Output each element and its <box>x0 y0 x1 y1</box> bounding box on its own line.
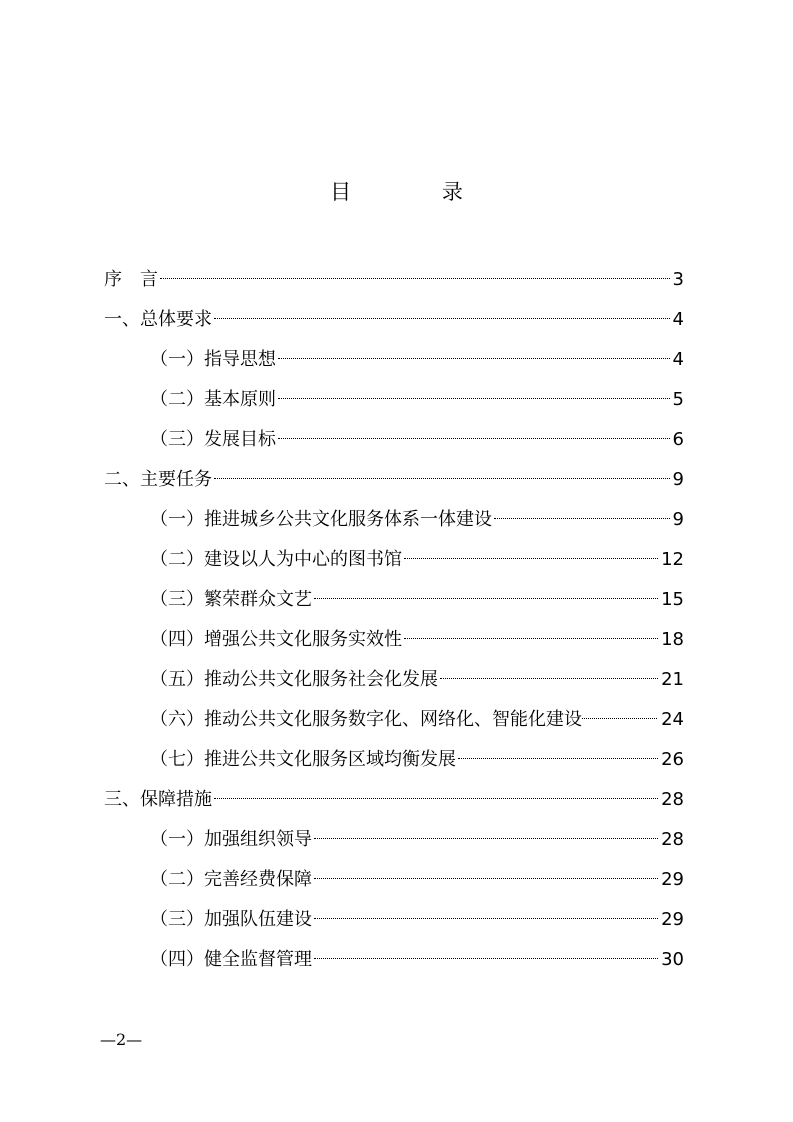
toc-entry-page: 29 <box>661 869 684 890</box>
dot-leader <box>314 939 658 965</box>
dot-leader <box>278 379 670 405</box>
toc-entry-page: 9 <box>672 469 684 490</box>
toc-entry-section-2-2[interactable] <box>150 539 684 570</box>
toc-entry-label: （一）指导思想 <box>150 349 276 370</box>
toc-entry-label: （二）建设以人为中心的图书馆 <box>150 549 402 570</box>
dot-leader <box>404 539 658 565</box>
toc-entry-page: 28 <box>661 789 684 810</box>
toc-entry-section-3-2[interactable] <box>150 859 684 890</box>
toc-entry-page: 29 <box>661 909 684 930</box>
toc-entry-label: （一）推进城乡公共文化服务体系一体建设 <box>150 509 492 530</box>
page-title: 目 录 <box>330 180 505 204</box>
dot-leader <box>314 819 658 845</box>
dot-leader <box>214 459 670 485</box>
toc-entry-page: 6 <box>672 429 684 450</box>
dot-leader <box>314 579 658 605</box>
toc-entry-page: 12 <box>661 549 684 570</box>
toc-entry-label: （五）推动公共文化服务社会化发展 <box>150 669 438 690</box>
toc-entry-page: 21 <box>661 669 684 690</box>
dot-leader <box>278 339 670 365</box>
toc-entry-section-2-5[interactable] <box>150 659 684 690</box>
toc-entry-label: 一、总体要求 <box>104 309 212 330</box>
toc-entry-page: 24 <box>661 709 684 730</box>
dot-leader <box>440 659 658 685</box>
dot-leader <box>404 619 658 645</box>
toc-entry-page: 5 <box>672 389 684 410</box>
toc-entry-page: 26 <box>661 749 684 770</box>
toc-entry-label: （三）发展目标 <box>150 429 276 450</box>
toc-entry-label: （三）加强队伍建设 <box>150 909 312 930</box>
toc-entry-label: （六）推动公共文化服务数字化、网络化、智能化建设 <box>150 709 582 730</box>
toc-entry-section-2-4[interactable] <box>150 619 684 650</box>
dot-leader <box>214 779 658 805</box>
toc-entry-label: （七）推进公共文化服务区域均衡发展 <box>150 749 456 770</box>
toc-entry-label: （三）繁荣群众文艺 <box>150 589 312 610</box>
dot-leader <box>214 299 670 325</box>
toc-entry-label: （四）增强公共文化服务实效性 <box>150 629 402 650</box>
toc-entry-section-3-1[interactable] <box>150 819 684 850</box>
dot-leader <box>494 499 670 525</box>
toc-entry-section-3-3[interactable] <box>150 899 684 930</box>
toc-entry-page: 3 <box>672 269 684 290</box>
dot-leader <box>314 899 658 925</box>
toc-entry-label: 序 言 <box>104 269 158 290</box>
toc-entry-label: 二、主要任务 <box>104 469 212 490</box>
dot-leader <box>278 419 670 445</box>
toc-entry-page: 30 <box>661 949 684 970</box>
footer-page-number: —2— <box>100 1030 143 1049</box>
dot-leader <box>582 699 657 725</box>
toc-entry-label: 三、保障措施 <box>104 789 212 810</box>
toc-entry-section-2-1[interactable] <box>150 499 684 530</box>
toc-entry-section-1-2[interactable] <box>150 379 684 410</box>
toc-entry-page: 28 <box>661 829 684 850</box>
toc-entry-section-1-3[interactable] <box>150 419 684 450</box>
toc-entry-label: （四）健全监督管理 <box>150 949 312 970</box>
toc-entry-section-2-6[interactable] <box>150 699 684 730</box>
toc-entry-section-1-1[interactable] <box>150 339 684 370</box>
toc-entry-page: 9 <box>672 509 684 530</box>
toc-entry-page: 4 <box>672 349 684 370</box>
dot-leader <box>314 859 658 885</box>
toc-entry-label: （二）基本原则 <box>150 389 276 410</box>
dot-leader <box>458 739 658 765</box>
toc-entry-section-1[interactable] <box>104 299 684 330</box>
toc-entry-page: 15 <box>661 589 684 610</box>
toc-entry-label: （二）完善经费保障 <box>150 869 312 890</box>
toc-entry-preface[interactable] <box>104 259 684 290</box>
toc-entry-section-3-4[interactable] <box>150 939 684 970</box>
toc-entry-label: （一）加强组织领导 <box>150 829 312 850</box>
toc-entry-section-3[interactable] <box>104 779 684 810</box>
toc-entry-section-2[interactable] <box>104 459 684 490</box>
toc-entry-page: 18 <box>661 629 684 650</box>
dot-leader <box>160 259 670 285</box>
toc-entry-page: 4 <box>672 309 684 330</box>
toc-entry-section-2-3[interactable] <box>150 579 684 610</box>
toc-entry-section-2-7[interactable] <box>150 739 684 770</box>
